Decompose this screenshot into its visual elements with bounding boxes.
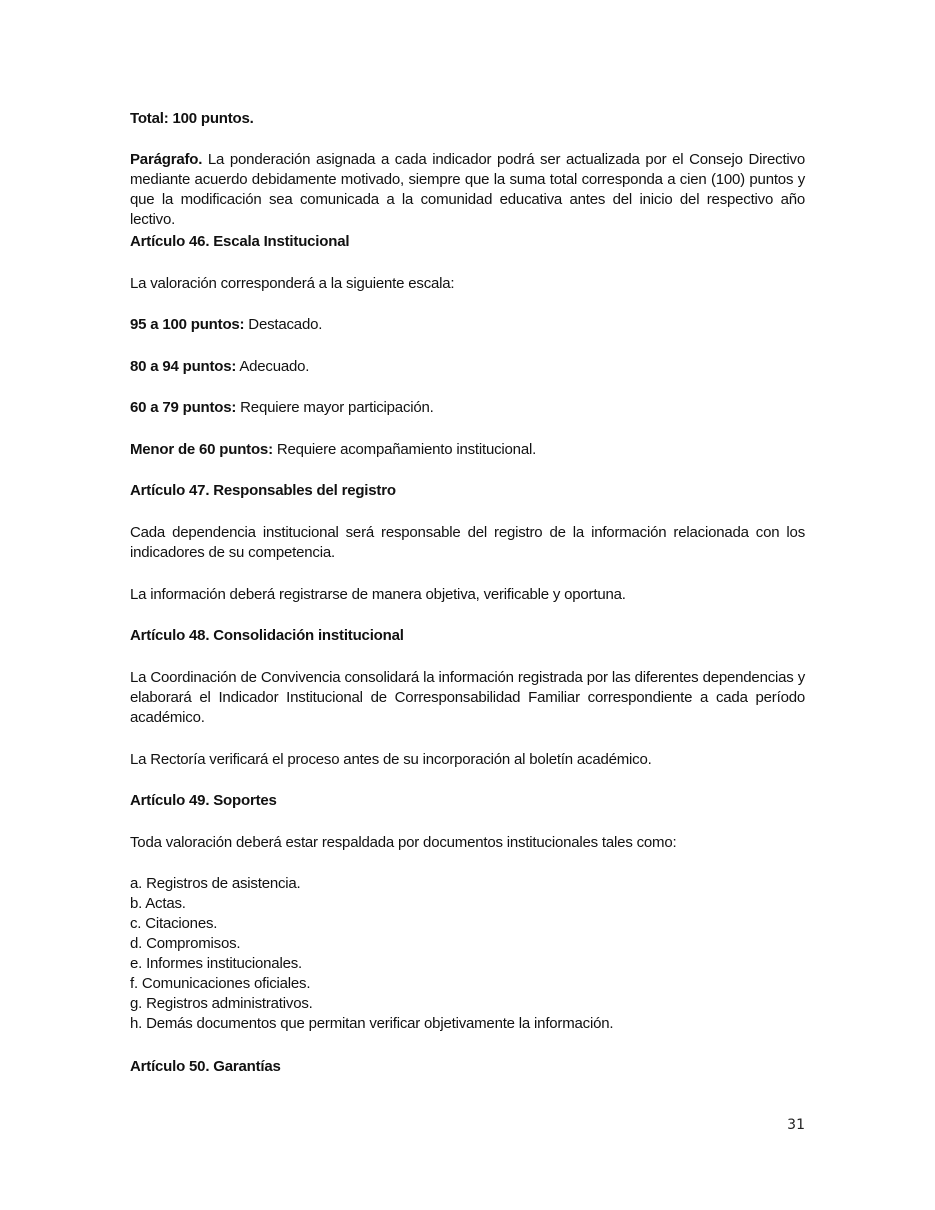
article-48-paragraph-1: La Coordinación de Convivencia consolidará la información registrada por las diferentes dependencias y elaborará el Indicador Institucional de Corresponsabilidad Familiar correspondiente a cada período académico.: [130, 669, 805, 726]
article-47-paragraph-1: Cada dependencia institucional será responsable del registro de la información relacionada con los indicadores de su competencia.: [130, 524, 805, 561]
list-item: a. Registros de asistencia.: [130, 875, 301, 892]
list-item: c. Citaciones.: [130, 915, 218, 932]
scale-item-acompanamiento: Menor de 60 puntos: Requiere acompañamiento institucional.: [130, 441, 537, 458]
article-49-intro: Toda valoración deberá estar respaldada por documentos institucionales tales como:: [130, 834, 677, 851]
article-49-heading: Artículo 49. Soportes: [130, 792, 277, 809]
list-item: g. Registros administrativos.: [130, 995, 313, 1012]
list-item: d. Compromisos.: [130, 935, 241, 952]
document-page: [130, 0, 805, 1210]
list-item: h. Demás documentos que permitan verificar objetivamente la información.: [130, 1015, 614, 1032]
scale-item-adecuado: 80 a 94 puntos: Adecuado.: [130, 358, 310, 375]
article-48-paragraph-2: La Rectoría verificará el proceso antes de su incorporación al boletín académico.: [130, 751, 652, 768]
paragrafo-label: Parágrafo.: [130, 151, 203, 168]
article-48-heading: Artículo 48. Consolidación institucional: [130, 627, 404, 644]
article-47-heading: Artículo 47. Responsables del registro: [130, 482, 396, 499]
page-number: 31: [787, 1117, 805, 1133]
scale-item-destacado: 95 a 100 puntos: Destacado.: [130, 316, 323, 333]
paragrafo-text: La ponderación asignada a cada indicador podrá ser actualizada por el Consejo Directivo mediante acuerdo debidamente motivado, siempre que la suma total corresponda a cien (100) puntos y que la modificación sea comunicada a la comunidad educativa antes del inicio del respectivo año lectivo.: [130, 151, 805, 228]
scale-item-mayor-participacion: 60 a 79 puntos: Requiere mayor participación.: [130, 399, 434, 416]
article-47-paragraph-2: La información deberá registrarse de manera objetiva, verificable y oportuna.: [130, 586, 626, 603]
article-46-heading: Artículo 46. Escala Institucional: [130, 233, 350, 250]
paragrafo-paragraph: [130, 150, 805, 230]
list-item: f. Comunicaciones oficiales.: [130, 975, 311, 992]
list-item: e. Informes institucionales.: [130, 955, 302, 972]
total-line: Total: 100 puntos.: [130, 110, 254, 127]
supporting-documents-list: [130, 874, 805, 1034]
article-50-heading: Artículo 50. Garantías: [130, 1058, 281, 1075]
article-46-intro: La valoración corresponderá a la siguiente escala:: [130, 275, 455, 292]
list-item: b. Actas.: [130, 895, 186, 912]
